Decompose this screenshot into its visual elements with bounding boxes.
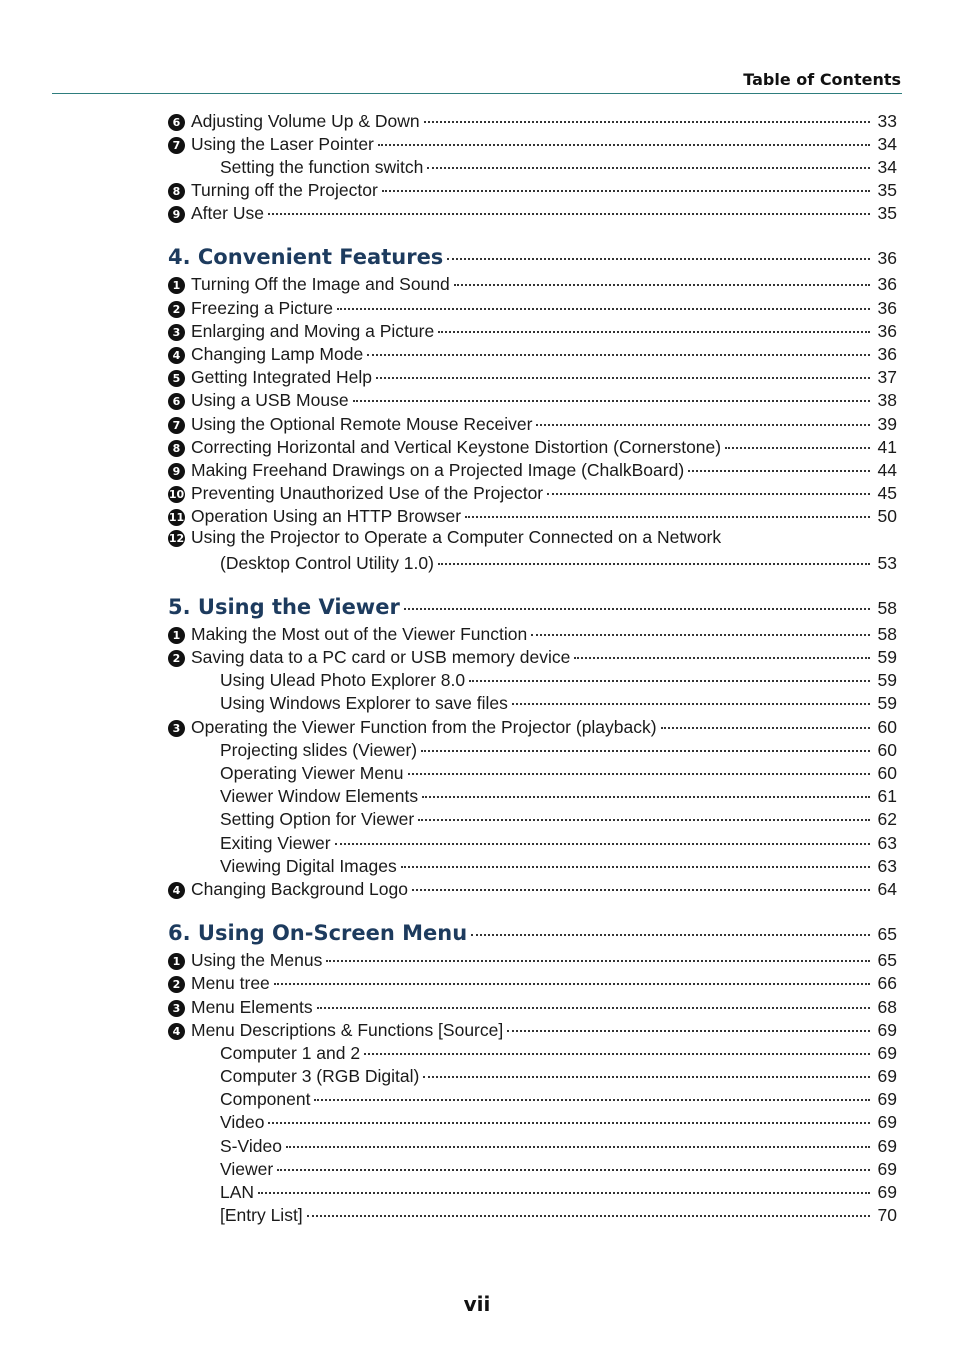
- entry-text: Using the Optional Remote Mouse Receiver: [191, 413, 533, 434]
- page-ref: 34: [877, 133, 897, 154]
- dot-leader: [286, 1128, 870, 1148]
- toc-entry[interactable]: [168, 875, 897, 898]
- entry-label: [168, 855, 397, 878]
- number-badge-icon: 1: [168, 953, 185, 970]
- dot-leader: [465, 499, 870, 519]
- dot-leader: [364, 1035, 870, 1055]
- entry-text: Getting Integrated Help: [191, 367, 372, 388]
- page-ref: 69: [877, 1042, 897, 1063]
- dot-leader: [536, 406, 870, 426]
- dot-leader: [471, 917, 870, 937]
- entry-label: [168, 1181, 254, 1204]
- dot-leader: [335, 825, 870, 845]
- entry-label: [168, 389, 349, 412]
- page-ref: 60: [877, 739, 897, 760]
- page-number: vii: [463, 1292, 491, 1316]
- dot-leader: [382, 173, 870, 193]
- page-ref: 63: [877, 855, 897, 876]
- entry-text: (Desktop Control Utility 1.0): [220, 552, 434, 573]
- entry-text: Operating the Viewer Function from the Projector (playback): [191, 716, 657, 737]
- dot-leader: [268, 1105, 870, 1125]
- page-ref: 66: [877, 973, 897, 994]
- entry-text: Adjusting Volume Up & Down: [191, 110, 420, 131]
- dot-leader: [277, 1151, 870, 1171]
- dot-leader: [268, 196, 870, 216]
- dot-leader: [469, 663, 870, 683]
- dot-leader: [512, 686, 870, 706]
- number-badge-icon: 2: [168, 976, 185, 993]
- page-ref: 69: [877, 1158, 897, 1179]
- entry-label: [168, 1111, 264, 1134]
- header-title: Table of Contents: [743, 70, 901, 89]
- dot-leader: [404, 590, 870, 610]
- dot-leader: [412, 871, 870, 891]
- entry-text: Operating Viewer Menu: [220, 763, 404, 783]
- page-ref: 36: [877, 274, 897, 295]
- page-ref: 36: [877, 297, 897, 318]
- toc-entry-continuation[interactable]: [168, 549, 897, 572]
- entry-text: Turning Off the Image and Sound: [191, 274, 450, 295]
- entry-text: Setting Option for Viewer: [220, 809, 415, 830]
- toc-entry[interactable]: [168, 200, 897, 223]
- entry-text: Computer 3 (RGB Digital): [220, 1066, 420, 1087]
- entry-label: [168, 133, 374, 156]
- dot-leader: [274, 966, 870, 986]
- number-badge-icon: 7: [168, 137, 185, 154]
- entry-label: [168, 669, 465, 692]
- number-badge-icon: 10: [168, 488, 185, 502]
- entry-text: Freezing a Picture: [191, 297, 334, 318]
- page-ref: 50: [877, 506, 897, 527]
- entry-text: Using a USB Mouse: [191, 390, 349, 411]
- page-ref: 35: [877, 180, 897, 201]
- number-badge-icon: 3: [168, 324, 185, 341]
- page-ref: 69: [877, 1019, 897, 1040]
- page-ref: 63: [877, 832, 897, 853]
- dot-leader: [367, 337, 870, 357]
- dot-leader: [353, 383, 870, 403]
- dot-leader: [421, 732, 870, 752]
- entry-text: Projecting slides (Viewer): [220, 739, 418, 760]
- page-ref: 33: [877, 110, 897, 131]
- chapter-title: [168, 596, 400, 619]
- page-ref: 62: [877, 809, 897, 830]
- entry-text: Changing Lamp Mode: [191, 344, 364, 364]
- number-badge-icon: 3: [168, 1000, 185, 1017]
- number-badge-icon: 4: [168, 1023, 185, 1040]
- entry-label: [168, 762, 404, 785]
- entry-label: [168, 996, 313, 1019]
- number-badge-icon: 7: [168, 417, 185, 434]
- page-ref: 69: [877, 1135, 897, 1156]
- entry-label: [168, 297, 333, 320]
- page-ref: 45: [877, 483, 897, 504]
- dot-leader: [447, 241, 870, 261]
- number-badge-icon: 9: [168, 463, 185, 480]
- entry-text: Viewer Window Elements: [220, 786, 419, 807]
- entry-text: Operation Using an HTTP Browser: [191, 506, 462, 527]
- entry-text: Exiting Viewer: [220, 832, 331, 853]
- page-ref: 37: [877, 367, 897, 388]
- entry-label: [168, 413, 532, 436]
- entry-label: [168, 1135, 282, 1158]
- page-ref: 44: [877, 459, 897, 480]
- dot-leader: [378, 126, 870, 146]
- entry-text: Preventing Unauthorized Use of the Projector: [191, 483, 544, 504]
- number-badge-icon: 9: [168, 206, 185, 223]
- dot-leader: [438, 313, 870, 333]
- entry-text: Saving data to a PC card or USB memory device: [191, 647, 571, 668]
- header-divider: [52, 93, 902, 94]
- page-ref: 60: [877, 763, 897, 783]
- entry-label: [168, 436, 721, 459]
- dot-leader: [423, 1059, 870, 1079]
- dot-leader: [688, 452, 870, 472]
- entry-label: [168, 832, 331, 855]
- number-badge-icon: 8: [168, 183, 185, 200]
- chapter-title: [168, 246, 443, 269]
- entry-text: After Use: [191, 203, 264, 224]
- page-ref: 69: [877, 1066, 897, 1087]
- number-badge-icon: 5: [168, 370, 185, 387]
- entry-text: Menu tree: [191, 973, 270, 994]
- number-badge-icon: 1: [168, 627, 185, 644]
- number-badge-icon: 4: [168, 347, 185, 364]
- entry-label: [168, 972, 270, 995]
- entry-label: [168, 343, 363, 366]
- entry-text: Turning off the Projector: [191, 180, 378, 201]
- dot-leader: [507, 1012, 870, 1032]
- page-ref: 36: [877, 320, 897, 341]
- number-badge-icon: 8: [168, 440, 185, 457]
- dot-leader: [547, 476, 870, 496]
- entry-text: Setting the function switch: [220, 156, 424, 177]
- page-ref: 41: [877, 436, 897, 457]
- entry-label: [168, 623, 527, 646]
- number-badge-icon: 2: [168, 650, 185, 667]
- entry-text: LAN: [220, 1182, 255, 1202]
- dot-leader: [418, 802, 870, 822]
- page-ref: 61: [877, 786, 897, 807]
- entry-text: Menu Descriptions & Functions [Source]: [191, 1019, 504, 1040]
- dot-leader: [401, 848, 870, 868]
- page-ref: 68: [877, 996, 897, 1017]
- entry-text: Using Ulead Photo Explorer 8.0: [220, 670, 466, 691]
- number-badge-icon: 6: [168, 114, 185, 131]
- number-badge-icon: 6: [168, 393, 185, 410]
- dot-leader: [454, 267, 870, 287]
- page-ref: 59: [877, 693, 897, 714]
- entry-label: [168, 366, 372, 389]
- dot-leader: [531, 616, 870, 636]
- page-ref: 39: [877, 413, 897, 434]
- dot-leader: [408, 756, 870, 776]
- dot-leader: [258, 1175, 870, 1195]
- dot-leader: [725, 429, 870, 449]
- dot-leader: [574, 640, 870, 660]
- entry-text: Using Windows Explorer to save files: [220, 693, 508, 714]
- entry-label: [168, 739, 417, 762]
- page-ref: 36: [877, 248, 897, 269]
- dot-leader: [314, 1082, 870, 1102]
- entry-text: Menu Elements: [191, 996, 313, 1017]
- page-ref: 69: [877, 1182, 897, 1202]
- entry-text: Enlarging and Moving a Picture: [191, 320, 435, 341]
- number-badge-icon: 1: [168, 277, 185, 294]
- entry-text: S-Video: [220, 1135, 282, 1156]
- page-ref: 69: [877, 1112, 897, 1133]
- dot-leader: [307, 1198, 870, 1218]
- entry-text: Making Freehand Drawings on a Projected Image (ChalkBoard): [191, 459, 685, 480]
- page-ref: 65: [877, 950, 897, 971]
- entry-label: [168, 785, 418, 808]
- entry-text: 5. Using the Viewer: [168, 594, 400, 619]
- entry-label: [168, 692, 508, 715]
- entry-text: Using the Projector to Operate a Computer Connected on a Network: [191, 527, 722, 547]
- entry-text: Using the Menus: [191, 950, 323, 971]
- entry-label: [168, 878, 408, 901]
- page-ref: 64: [877, 878, 897, 899]
- number-badge-icon: 4: [168, 882, 185, 899]
- entry-text: Video: [220, 1112, 265, 1133]
- page-ref: 38: [877, 390, 897, 411]
- toc-subentry[interactable]: [168, 1202, 897, 1225]
- page-ref: 58: [877, 597, 897, 618]
- page-ref: 70: [877, 1205, 897, 1226]
- page-ref: 69: [877, 1089, 897, 1110]
- entry-text: 6. Using On-Screen Menu: [168, 921, 468, 946]
- entry-text: Making the Most out of the Viewer Function: [191, 623, 528, 644]
- toc-entry[interactable]: [168, 503, 897, 526]
- entry-label: [168, 202, 264, 225]
- entry-text: Computer 1 and 2: [220, 1042, 361, 1063]
- entry-text: [Entry List]: [220, 1205, 303, 1226]
- number-badge-icon: 12: [168, 532, 185, 545]
- entry-text: Component: [220, 1089, 311, 1110]
- page-ref: 65: [877, 924, 897, 945]
- entry-text: Correcting Horizontal and Vertical Keystone Distortion (Cornerstone): [191, 436, 722, 457]
- page-ref: 60: [877, 716, 897, 737]
- dot-leader: [438, 545, 870, 565]
- dot-leader: [427, 149, 870, 169]
- number-badge-icon: 11: [168, 511, 185, 525]
- dot-leader: [317, 989, 870, 1009]
- entry-text: Using the Laser Pointer: [191, 133, 374, 154]
- entry-label: [168, 1042, 360, 1065]
- page-ref: 58: [877, 623, 897, 644]
- page-ref: 35: [877, 203, 897, 224]
- entry-text: Viewer: [220, 1158, 274, 1179]
- page-ref: 59: [877, 670, 897, 691]
- page-ref: 53: [877, 552, 897, 573]
- entry-text: Changing Background Logo: [191, 878, 408, 899]
- entry-text: 4. Convenient Features: [168, 245, 444, 270]
- table-of-contents: [168, 107, 897, 1225]
- number-badge-icon: 2: [168, 301, 185, 318]
- page-ref: 59: [877, 647, 897, 668]
- dot-leader: [337, 290, 870, 310]
- entry-label: [168, 1204, 303, 1227]
- page-ref: 36: [877, 344, 897, 364]
- entry-text: Viewing Digital Images: [220, 855, 397, 876]
- dot-leader: [326, 943, 870, 963]
- number-badge-icon: 3: [168, 720, 185, 737]
- page-ref: 34: [877, 156, 897, 177]
- dot-leader: [376, 360, 870, 380]
- dot-leader: [422, 779, 870, 799]
- dot-leader: [661, 709, 870, 729]
- dot-leader: [424, 103, 870, 123]
